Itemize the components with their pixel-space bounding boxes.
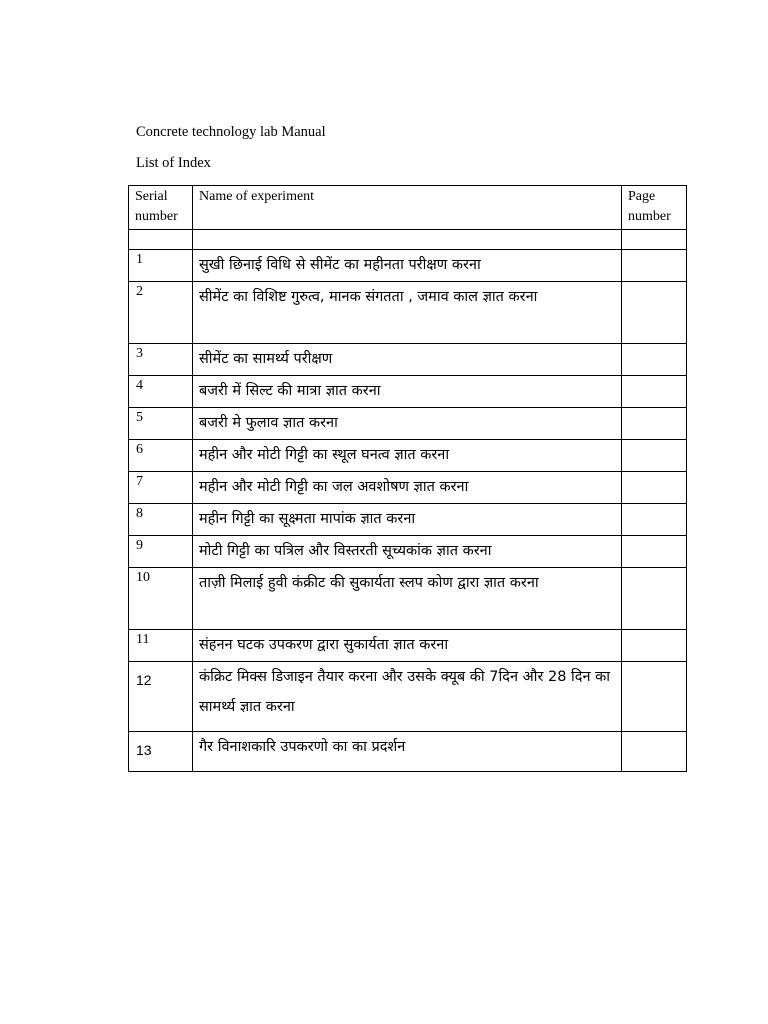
- blank-cell: [622, 230, 687, 250]
- experiment-name-cell: सुखी छिनाई विधि से सीमेंट का महीनता परीक्षण करना: [193, 250, 622, 282]
- table-row: [129, 504, 687, 536]
- serial-cell: 7: [129, 472, 193, 504]
- experiment-name-cell: सीमेंट का विशिष्ट गुरुत्व, मानक संगतता , जमाव काल ज्ञात करना: [193, 282, 622, 344]
- serial-cell: 10: [129, 568, 193, 630]
- page-number-cell: [622, 472, 687, 504]
- serial-cell: 5: [129, 408, 193, 440]
- page-number-cell: [622, 344, 687, 376]
- blank-cell: [129, 230, 193, 250]
- serial-cell: 4: [129, 376, 193, 408]
- page-number-cell: [622, 732, 687, 772]
- table-row: [129, 732, 687, 772]
- experiment-name-cell: संहनन घटक उपकरण द्वारा सुकार्यता ज्ञात करना: [193, 630, 622, 662]
- table-row: [129, 250, 687, 282]
- page-number-cell: [622, 408, 687, 440]
- document-title: Concrete technology lab Manual: [136, 124, 326, 140]
- table-row: [129, 630, 687, 662]
- serial-cell: 6: [129, 440, 193, 472]
- page-number-cell: [622, 376, 687, 408]
- experiment-name-cell: ताज़ी मिलाई हुवी कंक्रीट की सुकार्यता स्लप कोण द्वारा ज्ञात करना: [193, 568, 622, 630]
- experiment-name-cell: महीन और मोटी गिट्टी का स्थूल घनत्व ज्ञात करना: [193, 440, 622, 472]
- page-number-cell: [622, 282, 687, 344]
- table-row: [129, 344, 687, 376]
- experiment-name-cell: बजरी में सिल्ट की मात्रा ज्ञात करना: [193, 376, 622, 408]
- table-row: [129, 568, 687, 630]
- page-number-cell: [622, 440, 687, 472]
- experiment-name-cell: गैर विनाशकारि उपकरणो का का प्रदर्शन: [193, 732, 622, 772]
- header-name-of-experiment: Name of experiment: [193, 186, 622, 230]
- blank-row: [129, 230, 687, 250]
- experiment-name-cell: मोटी गिट्टी का पत्रिल और विस्तरती सूच्यकांक ज्ञात करना: [193, 536, 622, 568]
- document-subtitle: List of Index: [136, 155, 211, 171]
- serial-cell: 12: [129, 662, 193, 732]
- experiment-name-cell: महीन और मोटी गिट्टी का जल अवशोषण ज्ञात करना: [193, 472, 622, 504]
- serial-cell: 1: [129, 250, 193, 282]
- table-row: [129, 376, 687, 408]
- serial-cell: 3: [129, 344, 193, 376]
- header-serial-number: Serial number: [129, 186, 193, 230]
- table-row: [129, 536, 687, 568]
- table-row: [129, 408, 687, 440]
- index-table: [128, 185, 687, 772]
- header-page-number: Page number: [622, 186, 687, 230]
- table-row: [129, 472, 687, 504]
- serial-cell: 11: [129, 630, 193, 662]
- page-number-cell: [622, 504, 687, 536]
- page-number-cell: [622, 630, 687, 662]
- page-number-cell: [622, 662, 687, 732]
- serial-cell: 13: [129, 732, 193, 772]
- serial-cell: 2: [129, 282, 193, 344]
- table-row: [129, 440, 687, 472]
- experiment-name-cell: बजरी मे फुलाव ज्ञात करना: [193, 408, 622, 440]
- experiment-name-cell: कंक्रिट मिक्स डिजाइन तैयार करना और उसके क्यूब की 7दिन और 28 दिन का सामर्थ्य ज्ञात करना: [193, 662, 622, 732]
- table-header-row: [129, 186, 687, 230]
- table-row: [129, 282, 687, 344]
- serial-cell: 9: [129, 536, 193, 568]
- page-number-cell: [622, 568, 687, 630]
- blank-cell: [193, 230, 622, 250]
- page-number-cell: [622, 536, 687, 568]
- serial-cell: 8: [129, 504, 193, 536]
- experiment-name-cell: महीन गिट्टी का सूक्ष्मता मापांक ज्ञात करना: [193, 504, 622, 536]
- experiment-name-cell: सीमेंट का सामर्थ्य परीक्षण: [193, 344, 622, 376]
- page-number-cell: [622, 250, 687, 282]
- table-row: [129, 662, 687, 732]
